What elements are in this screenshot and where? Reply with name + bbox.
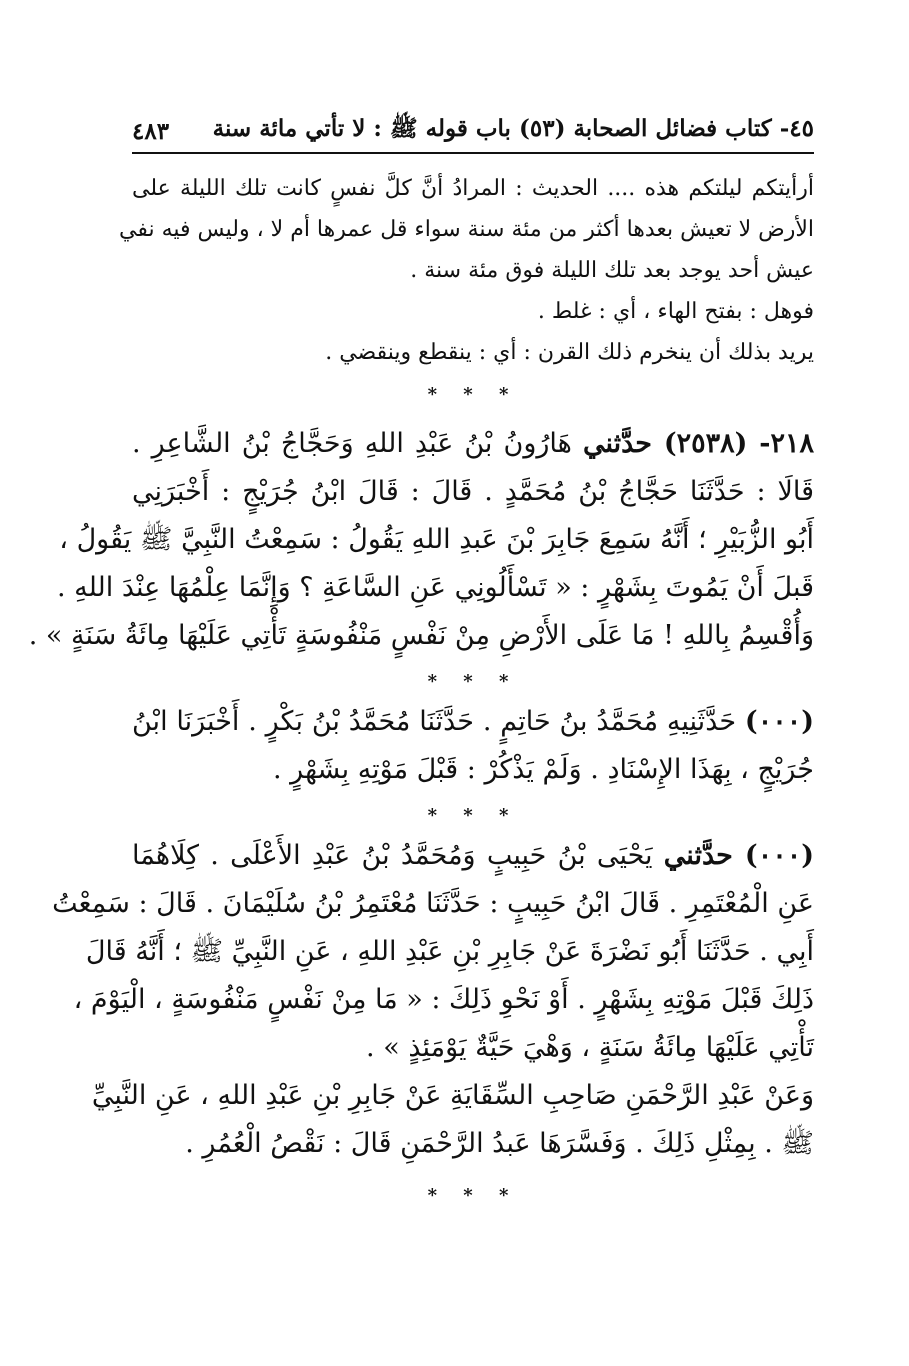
commentary-note-yankharim: يريد بذلك أن ينخرم ذلك القرن : أي : ينقطع وينقضي .: [325, 340, 814, 365]
section-separator: * * *: [427, 805, 519, 826]
hadith-line: وَعَنْ عَبْدِ الرَّحْمَنِ صَاحِبِ السِّقَايَةِ عَنْ جَابِرِ بْنِ عَبْدِ اللهِ ، عَنِ النَّبِيِّ: [91, 1080, 814, 1111]
hadith-line: [132, 698, 814, 746]
hadith-text: هَارُونُ بْنُ عَبْدِ اللهِ وَحَجَّاجُ بْنُ الشَّاعِرِ .: [132, 428, 572, 459]
hadith-line: قَبلَ أَنْ يَمُوتَ بِشَهْرٍ : « تَسْأَلُونِي عَنِ السَّاعَةِ ؟ وَإِنَّمَا عِلْمُهَا عِنْدَ اللهِ .: [56, 572, 814, 603]
hadith-line: ذَلِكَ قَبْلَ مَوْتِهِ بِشَهْرٍ . أَوْ نَحْوِ ذَلِكَ : « مَا مِنْ نَفْسٍ مَنْفُوسَةٍ ، الْيَوْمَ ،: [73, 984, 814, 1015]
commentary-line: أرأيتكم ليلتكم هذه .... الحديث : المرادُ أنَّ كلَّ نفسٍ كانت تلك الليلة على: [132, 176, 814, 201]
commentary-line: عيش أحد يوجد بعد تلك الليلة فوق مئة سنة .: [410, 258, 814, 283]
section-separator: * * *: [427, 1185, 519, 1206]
hadith-line: [132, 420, 814, 468]
hadith-line: جُرَيْجٍ ، بِهَذَا الإِسْنَادِ . وَلَمْ يَذْكُرْ : قَبْلَ مَوْتِهِ بِشَهْرٍ .: [273, 754, 814, 785]
hadith-line: أَبِي . حَدَّثَنَا أَبُو نَضْرَةَ عَنْ جَابِرِ بْنِ عَبْدِ اللهِ ، عَنِ النَّبِيِّ ﷺ ؛ أَنَّهُ قَالَ: [85, 936, 814, 967]
commentary-note-fawahl: فوهل : بفتح الهاء ، أي : غلط .: [537, 299, 814, 324]
hadith-text: يَحْيَى بْنُ حَبِيبٍ وَمُحَمَّدُ بْنُ عَبْدِ الأَعْلَى . كِلَاهُمَا: [132, 840, 653, 871]
running-header: [132, 110, 814, 154]
header-title: ٤٥- كتاب فضائل الصحابة (٥٣) باب قوله ﷺ : لا تأتي مائة سنة: [212, 115, 814, 142]
hadith-line: وَأُقْسِمُ بِاللهِ ! مَا عَلَى الأَرْضِ مِنْ نَفْسٍ مَنْفُوسَةٍ تَأْتِي عَلَيْهَا مِائَةُ سَنَةٍ » .: [28, 620, 814, 651]
hadith-2538: [28, 420, 814, 660]
hadith-000-a: [132, 698, 814, 794]
hadith-line: ﷺ . بِمِثْلِ ذَلِكَ . وَفَسَّرَهَا عَبدُ الرَّحْمَنِ قَالَ : نَقْصُ الْعُمُرِ .: [185, 1128, 814, 1159]
hadith-000-b: [52, 832, 814, 1168]
page-number: ٤٨٣: [132, 117, 170, 145]
section-separator: * * *: [427, 671, 519, 692]
hadith-number: ٢١٨- (٢٥٣٨) حدَّثني: [582, 428, 814, 459]
hadith-number: (٠٠٠) حدَّثني: [663, 840, 814, 871]
commentary-line: الأرض لا تعيش بعدها أكثر من مئة سنة سواء قل عمرها أم لا ، وليس فيه نفي: [119, 217, 814, 242]
hadith-line: [132, 832, 814, 880]
hadith-number: (٠٠٠): [744, 706, 814, 737]
hadith-line: عَنِ الْمُعْتَمِرِ . قَالَ ابْنُ حَبِيبٍ : حَدَّثَنَا مُعْتَمِرُ بْنُ سُلَيْمَانَ . قَالَ : سَمِعْتُ: [52, 888, 814, 919]
commentary-block: [119, 168, 814, 373]
section-separator: * * *: [427, 384, 519, 405]
hadith-text: حَدَّثَنِيهِ مُحَمَّدُ بنُ حَاتِمٍ . حَدَّثَنَا مُحَمَّدُ بْنُ بَكْرٍ . أَخْبَرَنَا ابْنُ: [132, 706, 737, 737]
hadith-line: تَأْتِي عَلَيْهَا مِائَةُ سَنَةٍ ، وَهْيَ حَيَّةٌ يَوْمَئِذٍ » .: [366, 1032, 814, 1063]
hadith-line: قَالَا : حَدَّثَنَا حَجَّاجُ بْنُ مُحَمَّدٍ . قَالَ : قَالَ ابْنُ جُرَيْجٍ : أَخْبَرَنِي: [132, 476, 814, 507]
hadith-line: أَبُو الزُّبَيْرِ ؛ أَنَّهُ سَمِعَ جَابِرَ بْنَ عَبدِ اللهِ يَقُولُ : سَمِعْتُ النَّبِيَّ ﷺ يَقُولُ ،: [59, 524, 814, 555]
